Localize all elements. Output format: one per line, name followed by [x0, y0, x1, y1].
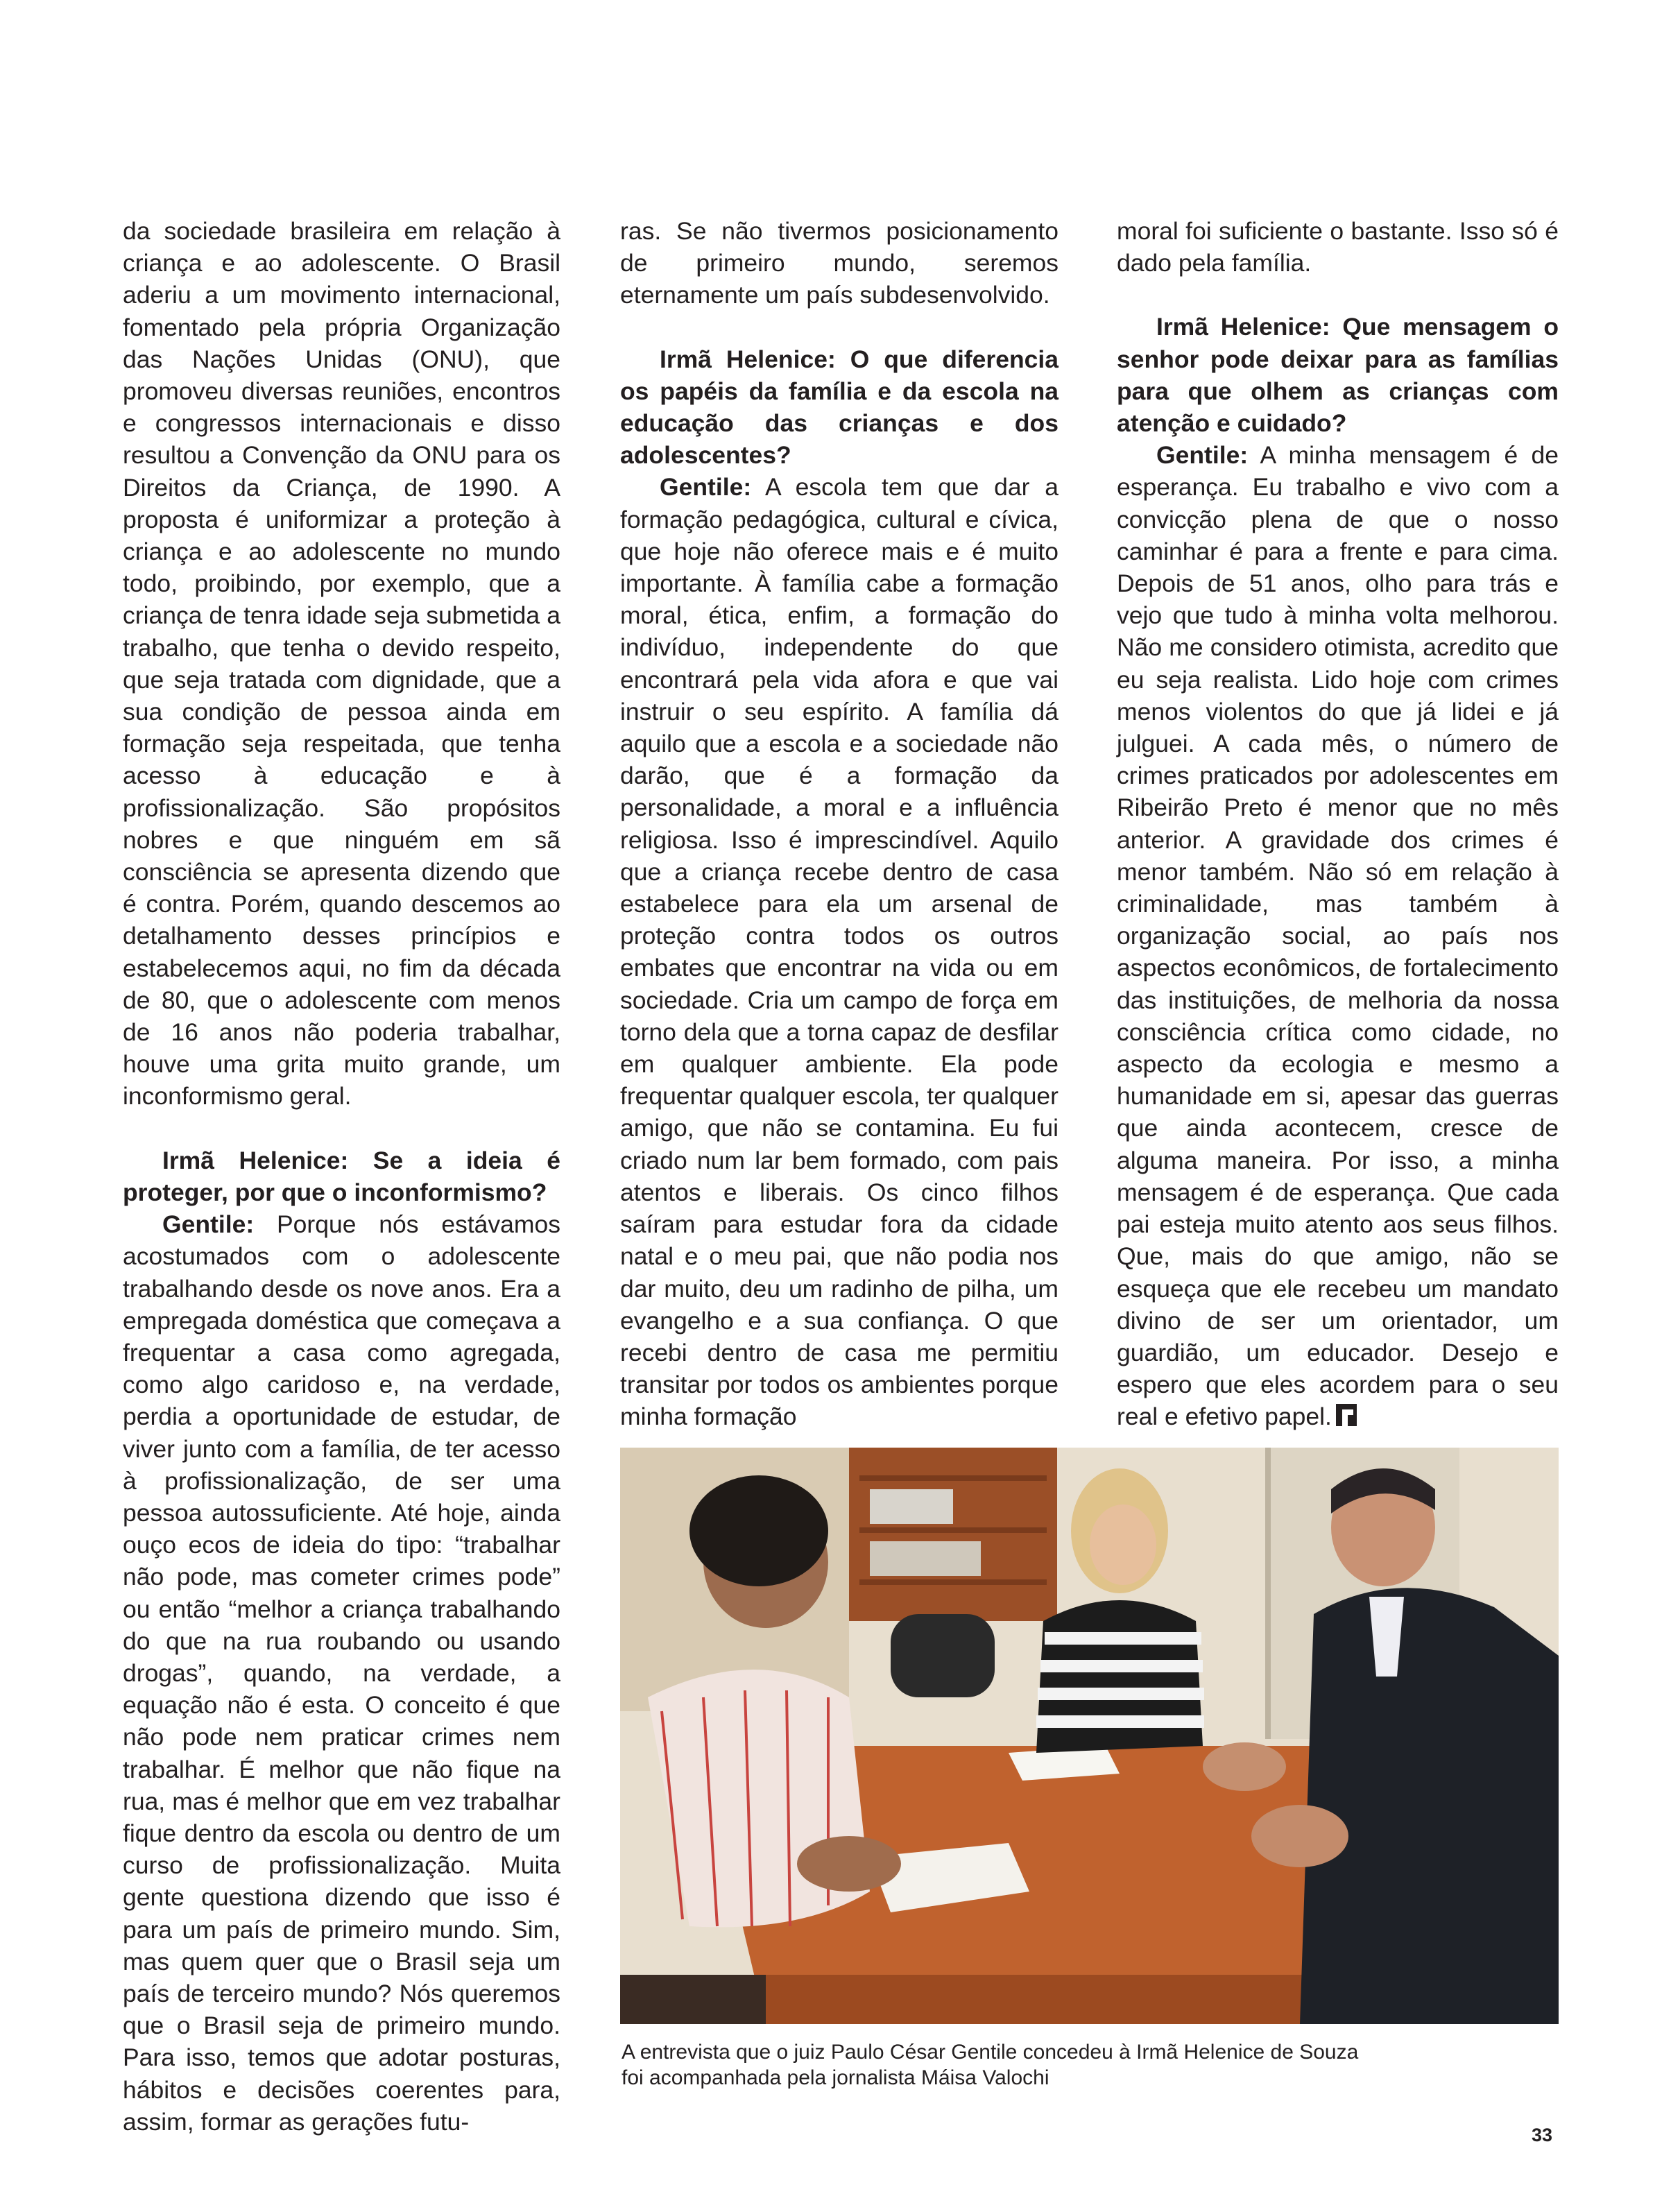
photo-caption [622, 2039, 1558, 2091]
answer-text: A minha mensagem é de esperança. Eu trabalho e vivo com a convicção plena de que o nosso caminhar é para a frente e para cima. Depois de 51 anos, olho para trás e vejo que tudo à minha volta melhorou. Não me considero otimista, acredito que eu seja realista. Lido hoje com crimes menos violentos do que já lidei e já julguei. A cada mês, o número de crimes praticados por adolescentes em Ribeirão Preto é menor que no mês anterior. A gravidade dos crimes é menor também. Não só em relação à criminalidade, mas também à organização social, ao país nos aspectos econômicos, de fortalecimento das instituições, de melhoria da nossa consciência crítica como cidade, no aspecto da ecologia e mesmo a humanidade em si, apesar das guerras que ainda acontecem, cresce de alguma maneira. Por isso, a minha mensagem é de esperança. Que cada pai esteja muito atento aos seus filhos. Que, mais do que amigo, não se esqueça que ele recebeu um mandato divino de ser um orientador, um guardião, um educador. Desejo e espero que eles acordem para o seu real e efetivo papel. [1117, 441, 1559, 1431]
speaker-label: Gentile: [660, 473, 752, 501]
end-of-article-icon [1336, 1404, 1357, 1426]
text-column-1 [123, 215, 560, 2138]
interview-answer [620, 471, 1058, 1432]
speaker-label: Gentile: [162, 1210, 255, 1239]
answer-text: Porque nós estávamos acostumados com o adolescente trabalhando desde os nove anos. Era a empregada doméstica que começava a frequentar a casa como agregada, como algo caridoso e, na verdade, perdia a oportunidade de estudar, de viver junto com a família, de ter acesso à profissionalização, de ser uma pessoa autossuficiente. Até hoje, ainda ouço ecos de ideia do tipo: “trabalhar não pode, mas cometer crimes pode” ou então “melhor a criança trabalhando do que na rua roubando ou usando drogas”, quando, na verdade, a equação não é esta. O conceito é que não pode nem praticar crimes nem trabalhar. É melhor que não fique na rua, mas é melhor que em vez trabalhar fique dentro da escola ou dentro de um curso de profissionalização. Muita gente questiona dizendo que isso é para um país de primeiro mundo. Sim, mas quem quer que o Brasil seja um país de terceiro mundo? Nós queremos que o Brasil seja de primeiro mundo. Para isso, temos que adotar posturas, hábitos e decisões coerentes para, assim, formar as gerações futu- [123, 1210, 560, 2136]
speaker-label: Gentile: [1156, 441, 1249, 470]
interview-question: Irmã Helenice: O que diferencia os papéis da família e da escola na educação das crianças e dos adolescentes? [620, 345, 1058, 470]
caption-line-2: foi acompanhada pela jornalista Máisa Valochi [622, 2066, 1049, 2089]
interview-photo [620, 1448, 1559, 2024]
text-column-2 [620, 215, 1058, 1433]
interview-question: Irmã Helenice: Que mensagem o senhor pode deixar para as famílias para que olhem as crianças com atenção e cuidado? [1117, 313, 1559, 438]
body-paragraph: moral foi suficiente o bastante. Isso só é dado pela família. [1117, 217, 1559, 277]
text-column-3 [1117, 215, 1559, 1433]
body-paragraph: da sociedade brasileira em relação à criança e ao adolescente. O Brasil aderiu a um movimento internacional, fomentado pela própria Organização das Nações Unidas (ONU), que promoveu diversas reuniões, encontros e congressos internacionais e disso resultou a Convenção da ONU para os Direitos da Criança, de 1990. A proposta é uniformizar a proteção à criança e ao adolescente no mundo todo, proibindo, por exemplo, que a criança de tenra idade seja submetida a trabalho, que tenha o devido respeito, que seja tratada com dignidade, que a sua condição de pessoa ainda em formação seja respeitada, que tenha acesso à educação e à profissionalização. São propósitos nobres e que ninguém em sã consciência se apresenta dizendo que é contra. Porém, quando descemos ao detalhamento desses princípios e estabelecemos aqui, no fim da década de 80, que o adolescente com menos de 16 anos não poderia trabalhar, houve uma grita muito grande, um inconformismo geral. [123, 217, 560, 1111]
page-number: 33 [1532, 2125, 1553, 2145]
body-paragraph: ras. Se não tivermos posicionamento de primeiro mundo, seremos eternamente um país subdesenvolvido. [620, 217, 1058, 309]
interview-answer [1117, 439, 1559, 1432]
interview-question: Irmã Helenice: Se a ideia é proteger, por que o inconformismo? [123, 1146, 560, 1206]
answer-text: A escola tem que dar a formação pedagógica, cultural e cívica, que hoje não oferece mais e é muito importante. À família cabe a formação moral, ética, enfim, a formação do indivíduo, independente do que encontrará pela vida afora e que vai instruir o seu espírito. A família dá aquilo que a escola e a sociedade não darão, que é a formação da personalidade, a moral e a influência religiosa. Isso é imprescindível. Aquilo que a criança recebe dentro de casa estabelece para ela um arsenal de proteção contra todos os outros embates que encontrar na vida ou em sociedade. Cria um campo de força em torno dela que a torna capaz de desfilar em qualquer ambiente. Ela pode frequentar qualquer escola, ter qualquer amigo, que não se contamina. Eu fui criado num lar bem formado, com pais atentos e liberais. Os cinco filhos saíram para estudar fora da cidade natal e o meu pai, que não podia nos dar muito, deu um radinho de pilha, um evangelho e a sua confiança. O que recebi dentro de casa me permitiu transitar por todos os ambientes porque minha formação [620, 473, 1058, 1431]
caption-line-1: A entrevista que o juiz Paulo César Gentile concedeu à Irmã Helenice de Souza [622, 2041, 1359, 2064]
interview-answer [123, 1208, 560, 2138]
